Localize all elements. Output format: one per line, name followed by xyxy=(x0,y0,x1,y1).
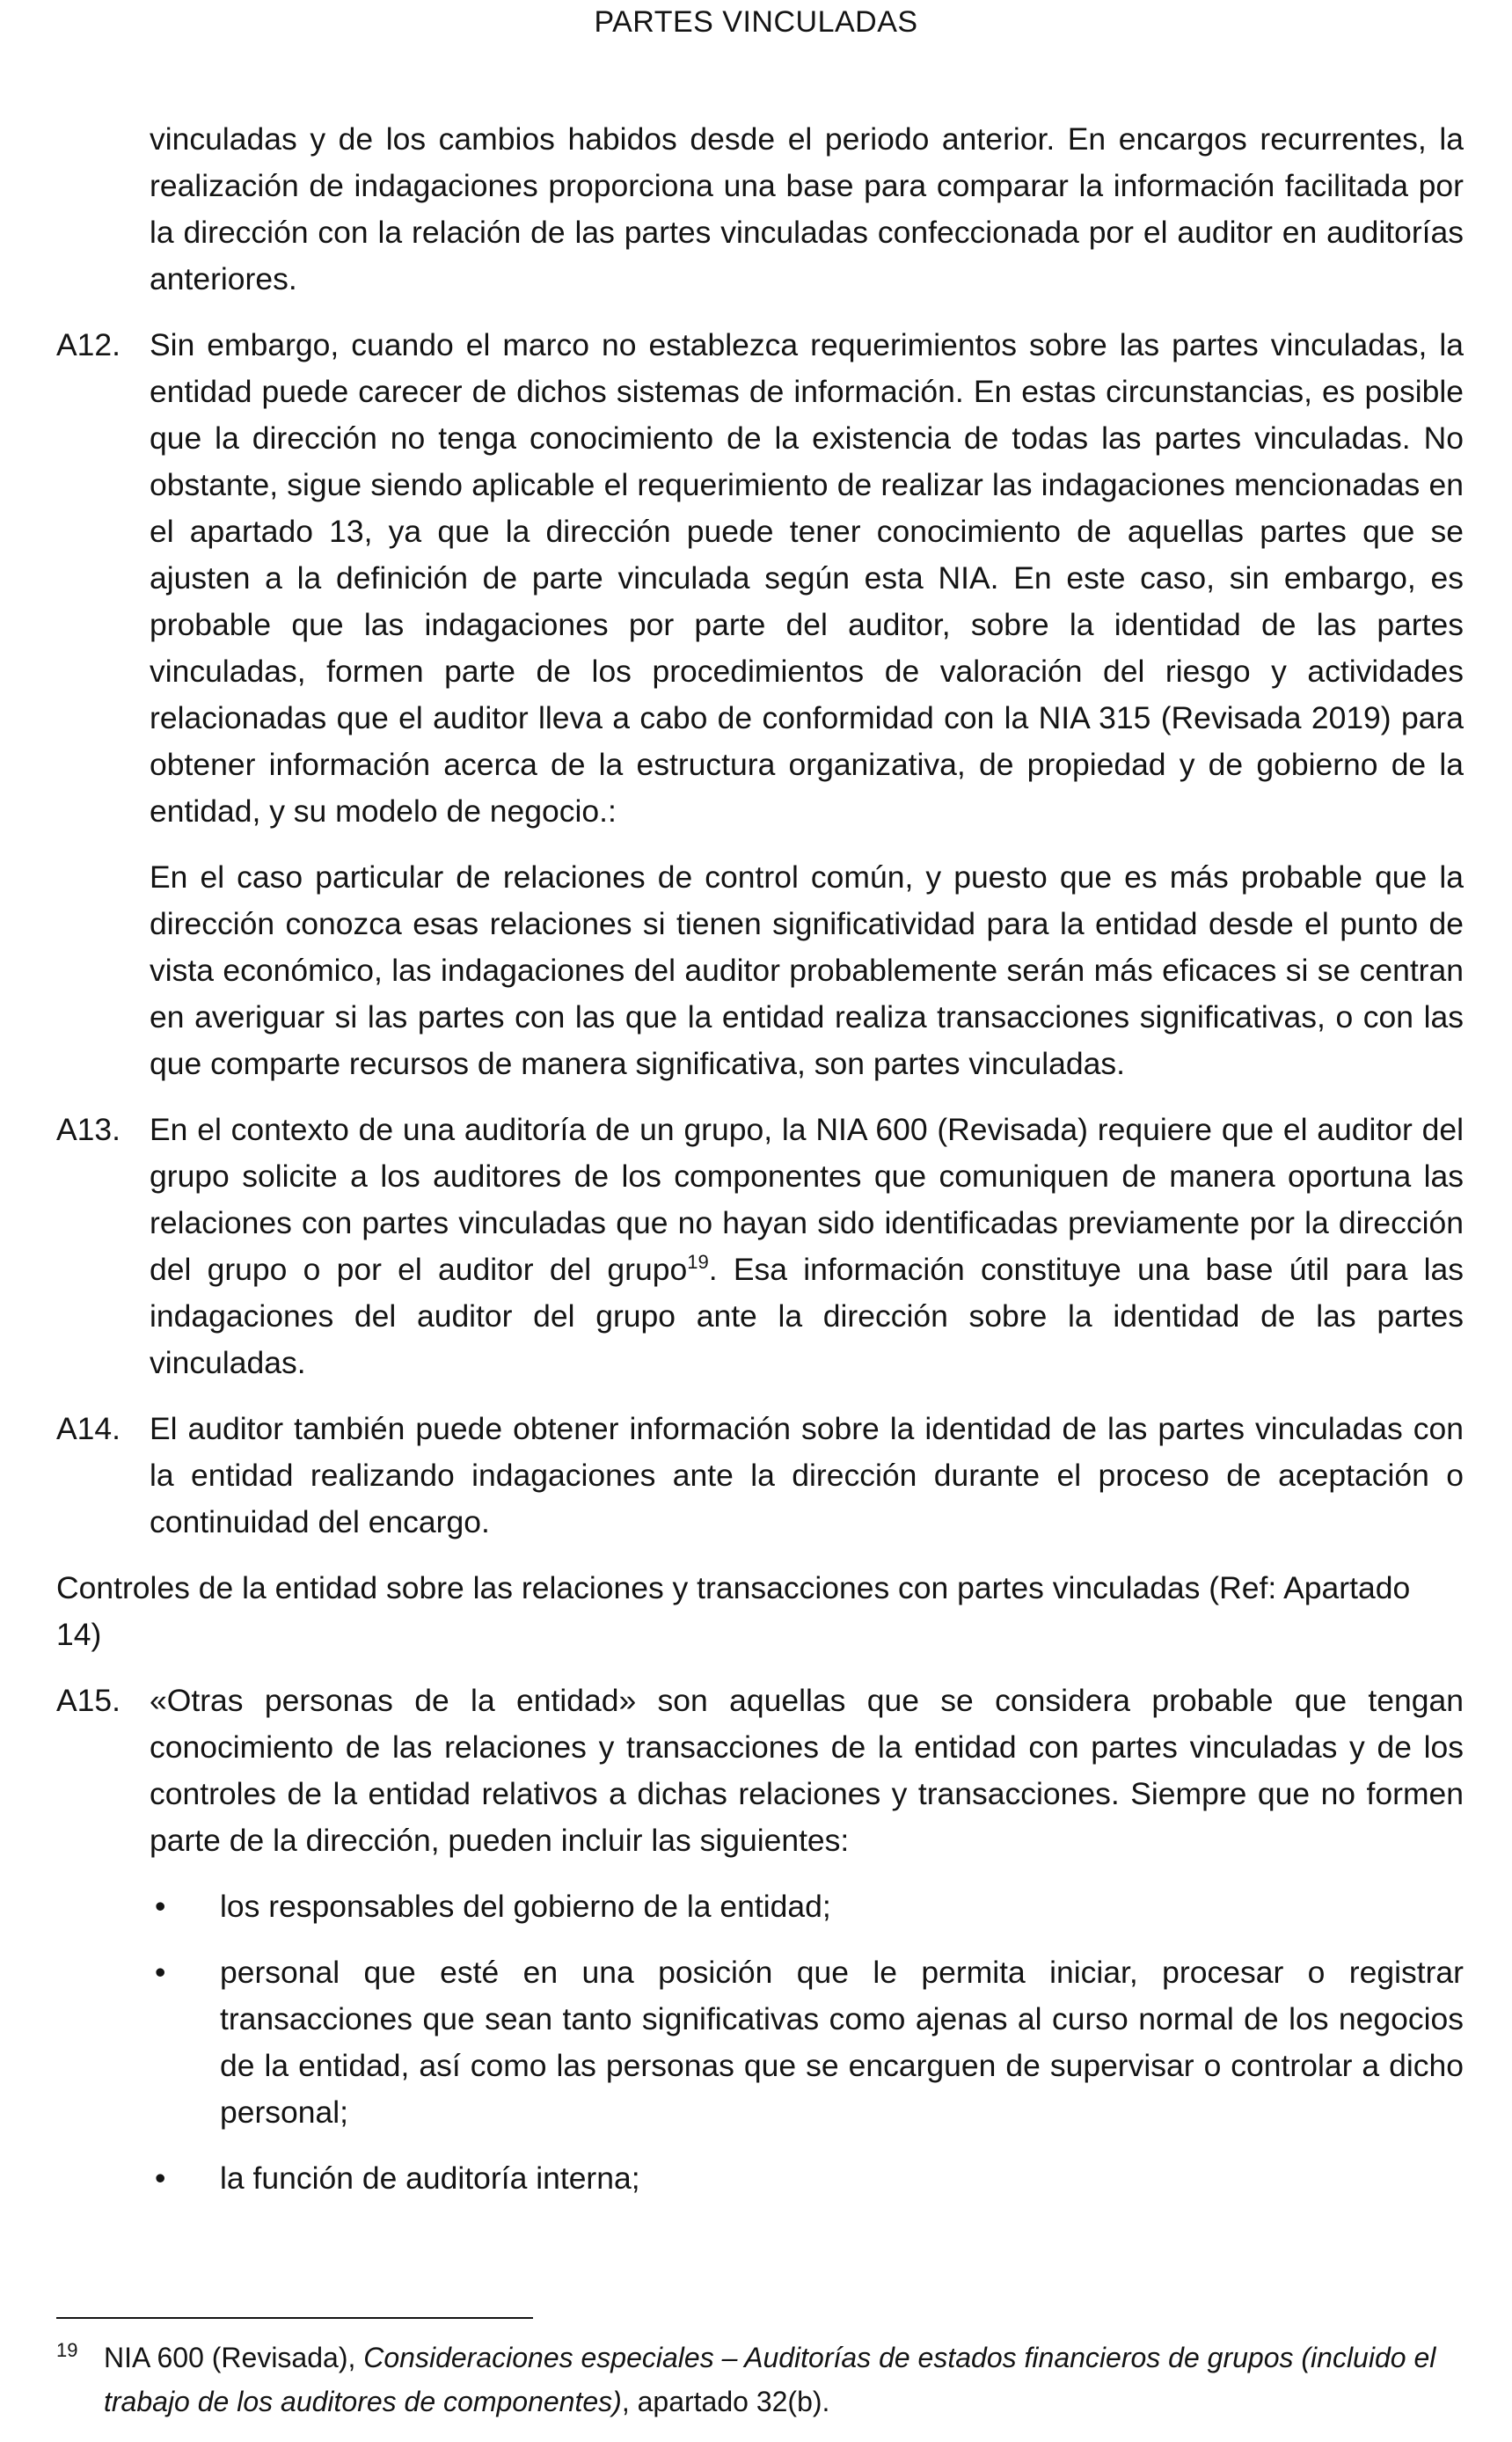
paragraph-a13-text-before: En el contexto de una auditoría de un grupo, la NIA 600 (Revisada) requiere que el auditor del grupo solicite a los auditores de los componentes que comuniquen de manera oportuna las relaciones con partes vinculadas que no hayan sido identificadas previamente por la dirección del grupo o por el auditor del grupo xyxy=(150,1112,1464,1287)
section-heading: Controles de la entidad sobre las relaciones y transacciones con partes vinculadas (Ref: Apartado 14) xyxy=(56,1570,1411,1652)
list-item-text: personal que esté en una posición que le permita iniciar, procesar o registrar transacciones que sean tanto significativas como ajenas al curso normal de los negocios de la entidad, así como las personas que se encarguen de supervisar o controlar a dicho personal; xyxy=(220,1955,1464,2130)
footnote-reference[interactable]: 19 xyxy=(687,1251,709,1274)
list-item xyxy=(150,1949,1464,2136)
paragraph-a14 xyxy=(56,1406,1464,1546)
bullet-list xyxy=(56,1883,1464,2202)
paragraph-number: A14. xyxy=(56,1411,121,1446)
bullet-icon: • xyxy=(155,2161,166,2196)
bullet-icon: • xyxy=(155,1955,166,1990)
footnote-prefix: NIA 600 (Revisada), xyxy=(104,2342,364,2373)
paragraph-a12-text-2: En el caso particular de relaciones de control común, y puesto que es más probable que la dirección conozca esas relaciones si tienen significatividad para la entidad desde el punto de vista económico, las indagaciones del auditor probablemente serán más eficaces si se centran en averiguar si las partes con las que la entidad realiza transacciones significativas, o con las que comparte recursos de manera significativa, son partes vinculadas. xyxy=(150,859,1464,1081)
paragraph-number: A12. xyxy=(56,327,121,362)
paragraph-a15-text: «Otras personas de la entidad» son aquellas que se considera probable que tengan conocimiento de las relaciones y transacciones de la entidad con partes vinculadas y de los controles de la entidad relativos a dichas relaciones y transacciones. Siempre que no formen parte de la dirección, pueden incluir las siguientes: xyxy=(150,1683,1464,1858)
list-item-text: los responsables del gobierno de la entidad; xyxy=(220,1889,831,1924)
list-item xyxy=(150,2155,1464,2202)
paragraph-a14-text: El auditor también puede obtener información sobre la identidad de las partes vinculadas con la entidad realizando indagaciones ante la dirección durante el proceso de aceptación o continuidad del encargo. xyxy=(150,1411,1464,1539)
page-header: PARTES VINCULADAS xyxy=(594,5,918,39)
footnote-divider xyxy=(56,2317,533,2319)
footnote-suffix: , apartado 32(b). xyxy=(621,2386,830,2417)
footnote-number: 19 xyxy=(56,2339,78,2361)
paragraph-a15 xyxy=(56,1678,1464,1864)
continuation-paragraph xyxy=(56,116,1464,303)
paragraph-a12-text-1: Sin embargo, cuando el marco no establezca requerimientos sobre las partes vinculadas, la entidad puede carecer de dichos sistemas de información. En estas circunstancias, es posible que la dirección no tenga conocimiento de la existencia de todas las partes vinculadas. No obstante, sigue siendo aplicable el requerimiento de realizar las indagaciones mencionadas en el apartado 13, ya que la dirección puede tener conocimiento de aquellas partes que se ajusten a la definición de parte vinculada según esta NIA. En este caso, sin embargo, es probable que las indagaciones por parte del auditor, sobre la identidad de las partes vinculadas, formen parte de los procedimientos de valoración del riesgo y actividades relacionadas que el auditor lleva a cabo de conformidad con la NIA 315 (Revisada 2019) para obtener información acerca de la estructura organizativa, de propiedad y de gobierno de la entidad, y su modelo de negocio.: xyxy=(150,327,1464,829)
paragraph-a12 xyxy=(56,322,1464,835)
page-content xyxy=(56,116,1464,2221)
paragraph-a13-text xyxy=(150,1107,1464,1386)
paragraph-number: A13. xyxy=(56,1112,121,1147)
paragraph-number: A15. xyxy=(56,1683,121,1718)
paragraph-a12-continued xyxy=(56,854,1464,1087)
footnote-title: Consideraciones especiales – Auditorías de estados financieros de grupos (incluido el trabajo de los auditores de componentes) xyxy=(104,2342,1436,2417)
footnote-text xyxy=(56,2336,1464,2424)
continuation-text: vinculadas y de los cambios habidos desde el periodo anterior. En encargos recurrentes, la realización de indagaciones proporciona una base para comparar la información facilitada por la dirección con la relación de las partes vinculadas confeccionada por el auditor en auditorías anteriores. xyxy=(150,121,1464,296)
list-item-text: la función de auditoría interna; xyxy=(220,2161,640,2196)
list-item xyxy=(150,1883,1464,1930)
paragraph-a13-text-after: . Esa información constituye una base útil para las indagaciones del auditor del grupo ante la dirección sobre la identidad de las partes vinculadas. xyxy=(150,1252,1465,1380)
paragraph-a13 xyxy=(56,1107,1464,1386)
footnote xyxy=(56,2336,1464,2424)
bullet-icon: • xyxy=(155,1889,166,1924)
